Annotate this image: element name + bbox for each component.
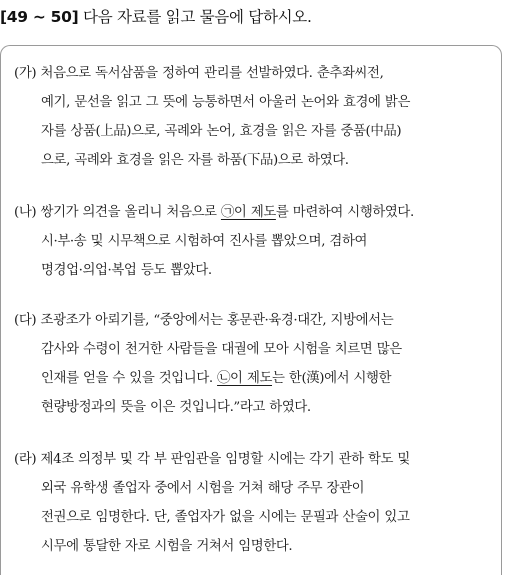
underlined-term-1: ㉠이 제도 — [220, 205, 276, 220]
passage-line: 자를 상품(上品)으로, 곡례와 논어, 효경을 읽은 자를 중품(中品) — [41, 124, 402, 139]
passage-label: (가) — [14, 66, 37, 81]
passage-line: 감사와 수령이 천거한 사람들을 대궐에 모아 시험을 치르면 많은 — [41, 342, 402, 357]
passage-da — [14, 306, 498, 422]
underlined-term-2: ㉡이 제도 — [217, 371, 273, 386]
passage-line: 예기, 문선을 읽고 그 뜻에 능통하면서 아울러 논어와 효경에 밝은 — [41, 95, 410, 110]
passage-line: 시무에 통달한 자로 시험을 거쳐서 임명한다. — [41, 539, 293, 554]
question-number: [49 ~ 50] — [0, 8, 79, 26]
passage-text: 는 한(漢)에서 시행한 — [272, 371, 392, 386]
passage-label: (나) — [14, 205, 37, 220]
passage-text: 제4조 의정부 및 각 부 판임관을 임명할 시에는 각기 관하 학도 및 — [40, 452, 410, 467]
passage-line: 외국 유학생 졸업자 중에서 시험을 거쳐 해당 주무 장관이 — [41, 481, 365, 496]
passage-text: 인재를 얻을 수 있을 것입니다. — [41, 371, 218, 386]
passage-label: (다) — [14, 313, 37, 328]
passage-line — [14, 306, 498, 335]
passage-na — [14, 198, 498, 285]
passage-text: 처음으로 독서삼품을 정하여 관리를 선발하였다. 춘추좌씨전, — [40, 66, 384, 81]
passage-line — [14, 445, 498, 474]
passage-line — [14, 59, 498, 88]
passage-label: (라) — [14, 452, 37, 467]
passage-line — [14, 364, 498, 393]
passage-line: 전권으로 임명한다. 단, 졸업자가 없을 시에는 문필과 산술이 있고 — [41, 510, 410, 525]
passage-line: 현량방정과의 뜻을 이은 것입니다.”라고 하였다. — [41, 400, 311, 415]
passage-text: 조광조가 아뢰기를, “중앙에서는 홍문관·육경·대간, 지방에서는 — [40, 313, 394, 328]
passage-line: 명경업·의업·복업 등도 뽑았다. — [41, 263, 212, 278]
question-instruction: 다음 자료를 읽고 물음에 답하시오. — [83, 8, 312, 26]
passage-ra — [14, 445, 498, 561]
question-header — [0, 0, 312, 34]
passage-text: 를 마련하여 시행하였다. — [275, 205, 414, 220]
passage-text: 쌍기가 의견을 올리니 처음으로 — [40, 205, 221, 220]
passage-line: 시·부·송 및 시무책으로 시험하여 진사를 뽑았으며, 겸하여 — [41, 234, 368, 249]
passage-line: 으로, 곡례와 효경을 읽은 자를 하품(下品)으로 하였다. — [41, 153, 349, 168]
passage-ga — [14, 59, 498, 175]
passage-line — [14, 198, 498, 227]
